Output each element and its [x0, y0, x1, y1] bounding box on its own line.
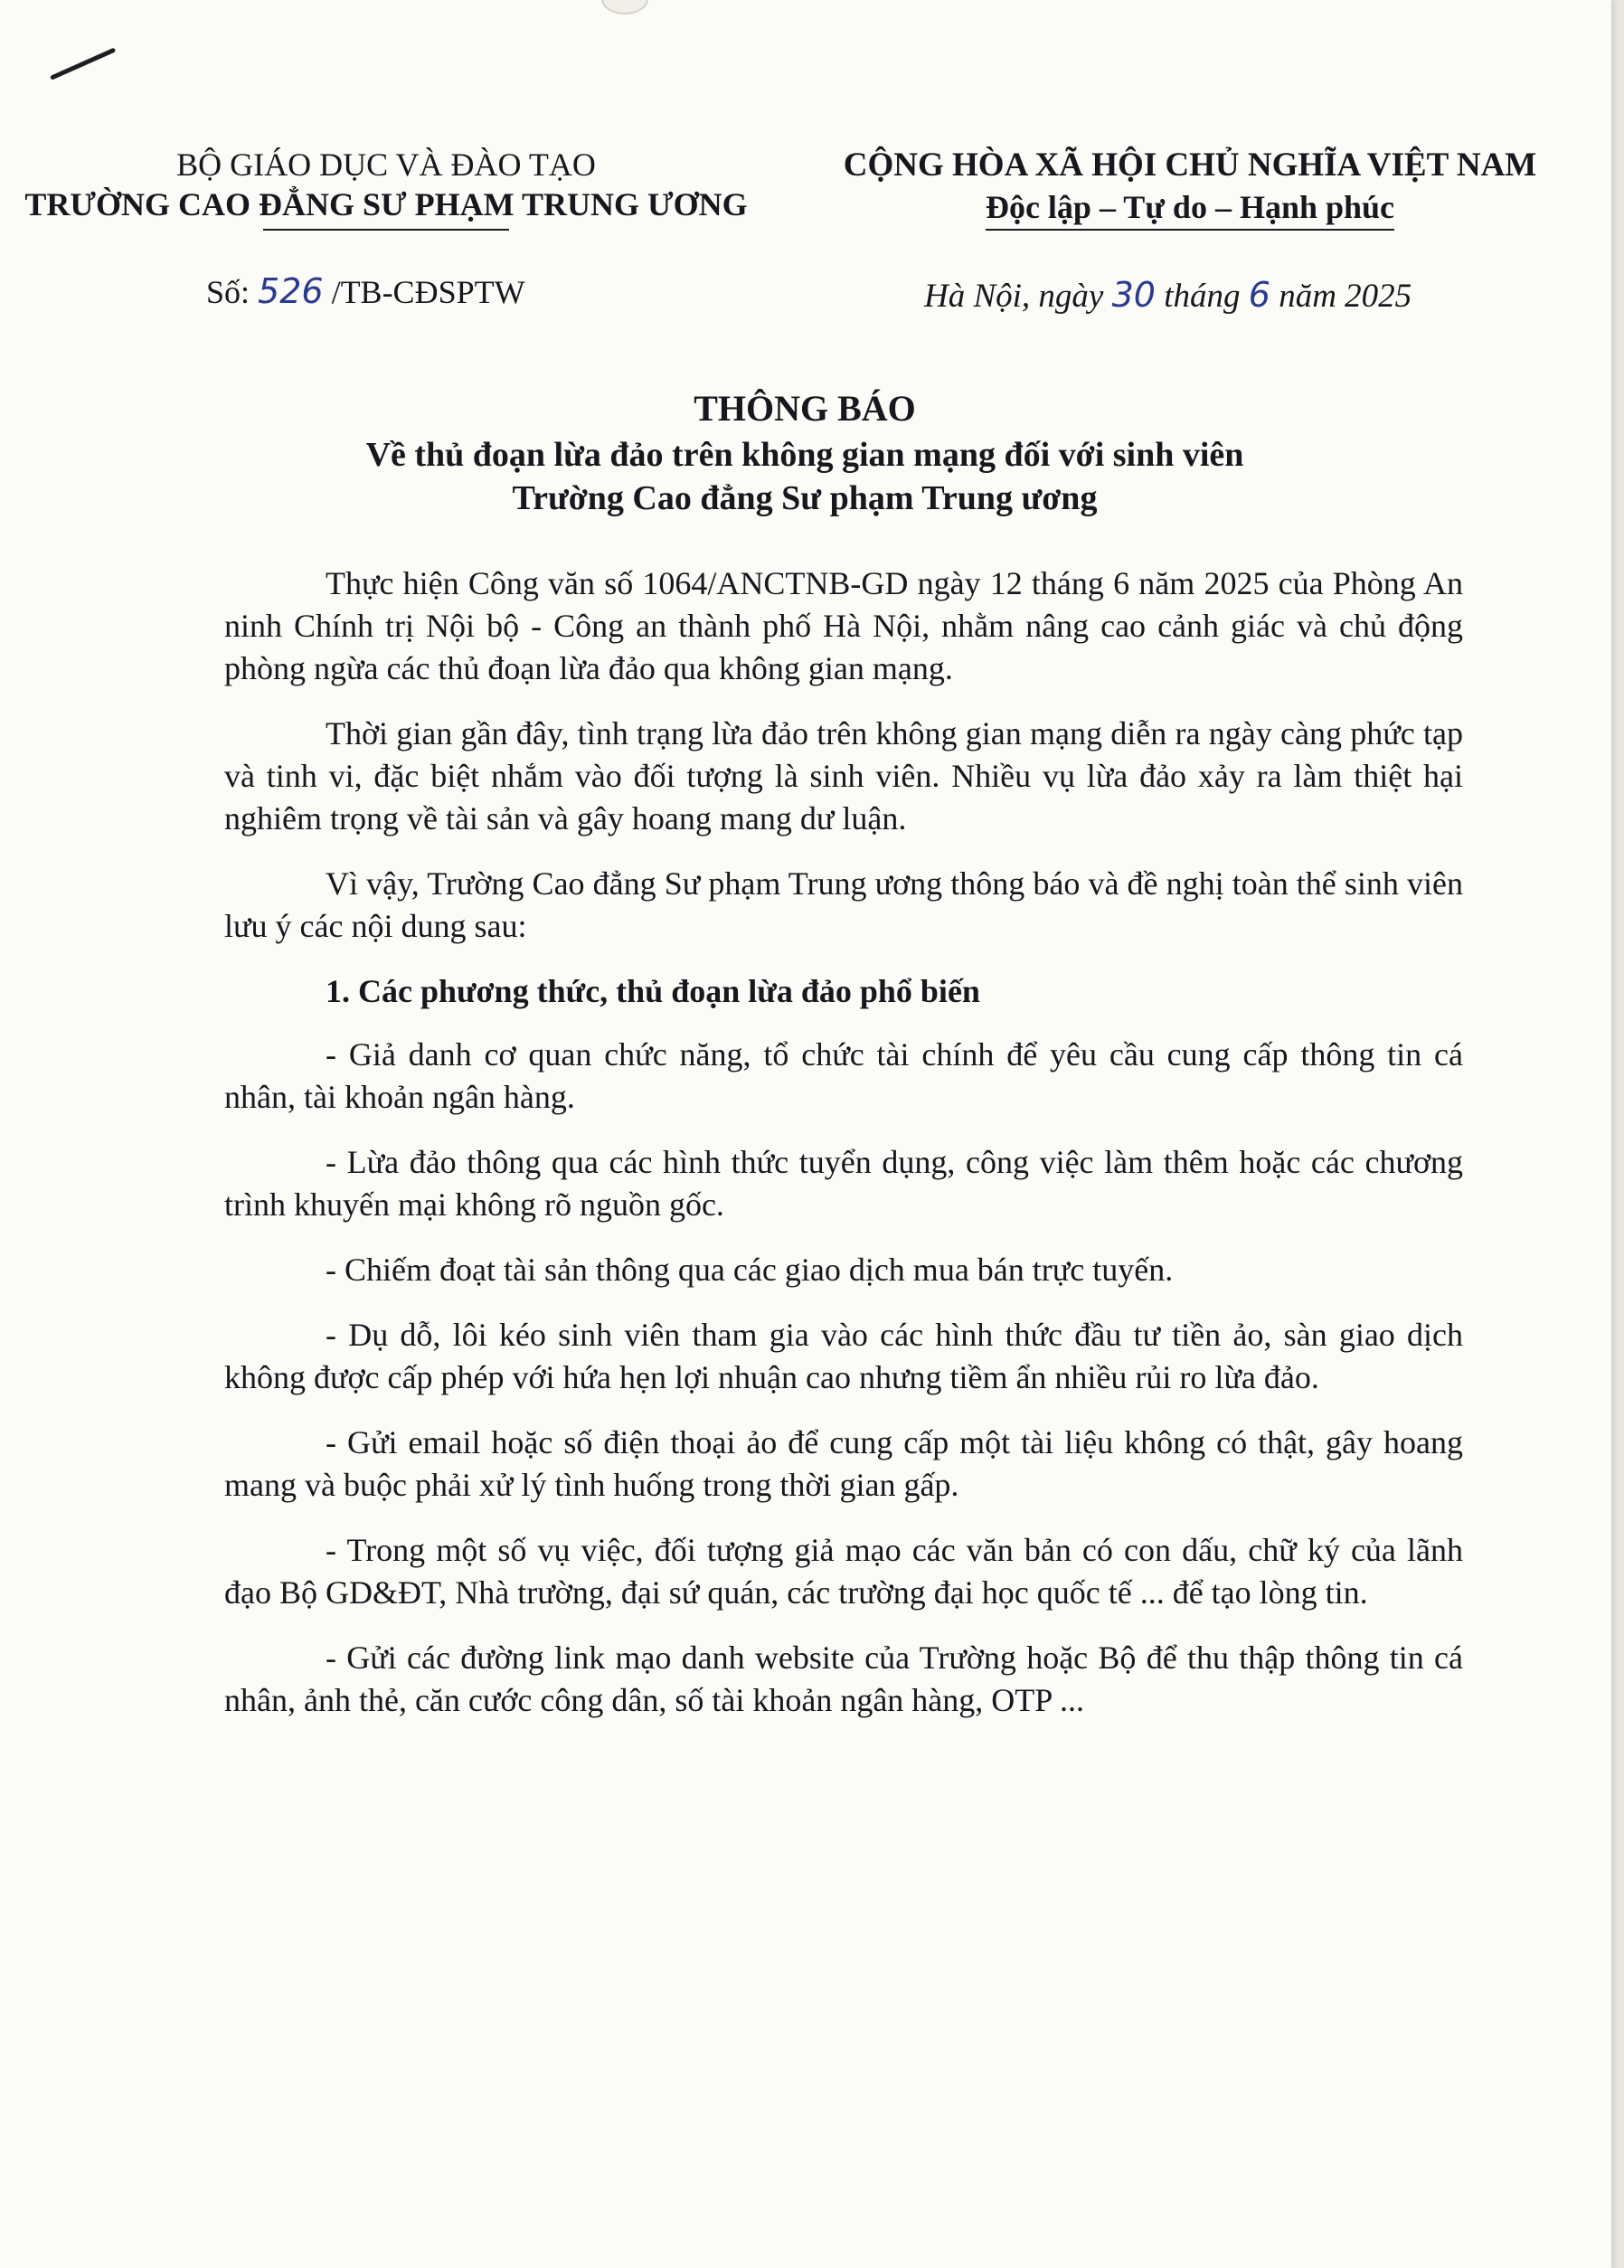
bullet-item: - Gửi email hoặc số điện thoại ảo để cung cấp một tài liệu không có thật, gây hoang mang và buộc phải xử lý tình huống trong thời gian gấp. [224, 1424, 1463, 1503]
doc-number-prefix: Số: [206, 274, 259, 310]
bullet-item: - Dụ dỗ, lôi kéo sinh viên tham gia vào các hình thức đầu tư tiền ảo, sàn giao dịch không được cấp phép với hứa hẹn lợi nhuận cao nhưng tiềm ẩn nhiều rủi ro lừa đảo. [224, 1317, 1463, 1395]
bullet-item: - Gửi các đường link mạo danh website của Trường hoặc Bộ để thu thập thông tin cá nhân, ảnh thẻ, căn cước công dân, số tài khoản ngân hàng, OTP ... [224, 1640, 1463, 1718]
doc-number-suffix: /TB-CĐSPTW [323, 274, 525, 310]
bullet-item: - Lừa đảo thông qua các hình thức tuyển dụng, công việc làm thêm hoặc các chương trình khuyến mại không rõ nguồn gốc. [224, 1144, 1463, 1223]
national-motto: Độc lập – Tự do – Hạnh phúc [986, 186, 1394, 231]
bullet-item: - Giả danh cơ quan chức năng, tổ chức tài chính để yêu cầu cung cấp thông tin cá nhân, tài khoản ngân hàng. [224, 1036, 1463, 1115]
country-name: CỘNG HÒA XÃ HỘI CHỦ NGHĨA VIỆT NAM [843, 146, 1537, 184]
issuing-agency-block [11, 145, 761, 231]
bullet-item: - Trong một số vụ việc, đối tượng giả mạo các văn bản có con dấu, chữ ký của lãnh đạo Bộ GD&ĐT, Nhà trường, đại sứ quán, các trường đại học quốc tế ... để tạo lòng tin. [224, 1532, 1463, 1611]
date-place: Hà Nội, ngày [924, 278, 1112, 315]
title-subject: Về thủ đoạn lừa đảo trên không gian mạng đối với sinh viên [365, 436, 1244, 474]
body-paragraph: Thời gian gần đây, tình trạng lừa đảo trên không gian mạng diễn ra ngày càng phức tạp và tinh vi, đặc biệt nhắm vào đối tượng là sinh viên. Nhiều vụ lừa đảo xảy ra làm thiệt hại nghiêm trọng về tài sản và gây hoang mang dư luận. [224, 715, 1463, 836]
document-body [224, 562, 1463, 1744]
ministry-name: BỘ GIÁO DỤC VÀ ĐÀO TẠO [176, 146, 596, 183]
document-number [206, 271, 525, 311]
national-title-block [783, 145, 1597, 231]
body-paragraph: Vì vậy, Trường Cao đẳng Sư phạm Trung ương thông báo và đề nghị toàn thể sinh viên lưu ý các nội dung sau: [224, 865, 1463, 944]
title-recipient: Trường Cao đẳng Sư phạm Trung ương [512, 479, 1098, 517]
school-name: TRƯỜNG CAO ĐẲNG SƯ PHẠM TRUNG ƯƠNG [24, 186, 748, 222]
punch-hole [601, 0, 648, 14]
date-month-handwritten: 6 [1248, 275, 1270, 315]
date-year: năm 2025 [1270, 278, 1412, 315]
document-date [924, 275, 1412, 316]
pen-mark [50, 47, 116, 80]
doc-number-handwritten: 526 [258, 271, 324, 311]
date-day-handwritten: 30 [1111, 275, 1156, 315]
date-month-label: tháng [1155, 278, 1249, 315]
document-title [54, 384, 1555, 520]
section-heading: 1. Các phương thức, thủ đoạn lừa đảo phổ biến [326, 973, 980, 1009]
title-main: THÔNG BÁO [694, 388, 916, 429]
agency-underline [263, 229, 509, 231]
body-paragraph: Thực hiện Công văn số 1064/ANCTNB-GD ngày 12 tháng 6 năm 2025 của Phòng An ninh Chính trị Nội bộ - Công an thành phố Hà Nội, nhằm nâng cao cảnh giác và chủ động phòng ngừa các thủ đoạn lừa đảo qua không gian mạng. [224, 565, 1463, 686]
bullet-item: - Chiếm đoạt tài sản thông qua các giao dịch mua bán trực tuyến. [326, 1252, 1174, 1288]
